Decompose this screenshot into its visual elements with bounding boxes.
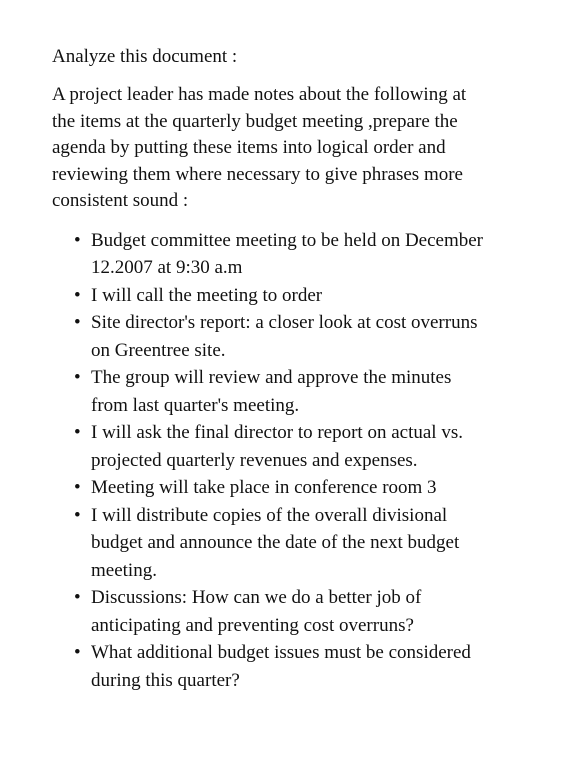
list-item-text: I will ask the final director to report on actual vs. projected quarterly revenues and expenses. xyxy=(91,422,463,471)
list-item xyxy=(74,309,552,364)
list-item-text: Meeting will take place in conference room 3 xyxy=(91,477,437,498)
list-item-text: Budget committee meeting to be held on December 12.2007 at 9:30 a.m xyxy=(91,229,484,278)
list-item xyxy=(74,227,552,282)
list-item-text: I will distribute copies of the overall divisional budget and announce the date of the next budget meeting. xyxy=(91,504,460,581)
document-page xyxy=(52,44,552,694)
list-item xyxy=(74,282,552,310)
bullet-icon: • xyxy=(74,504,81,526)
list-item-text: The group will review and approve the minutes from last quarter's meeting. xyxy=(91,367,452,416)
list-item xyxy=(74,639,552,694)
bullet-icon: • xyxy=(74,422,81,443)
list-item-text: Site director's report: a closer look at cost overruns on Greentree site. xyxy=(91,312,478,361)
list-item-text: What additional budget issues must be considered during this quarter? xyxy=(91,642,471,691)
agenda-item-list xyxy=(52,227,552,695)
bullet-icon: • xyxy=(74,587,81,608)
bullet-icon: • xyxy=(74,367,81,388)
bullet-icon: • xyxy=(74,312,81,333)
bullet-icon: • xyxy=(74,477,81,498)
list-item xyxy=(74,474,552,502)
list-item xyxy=(74,364,552,419)
list-item-text: Discussions: How can we do a better job of anticipating and preventing cost overruns? xyxy=(91,587,422,636)
document-heading: Analyze this document : xyxy=(52,46,238,67)
document-intro: A project leader has made notes about the following at the items at the quarterly budget meeting ,prepare the agenda by putting these items into logical order and reviewing them where necessary to give phrases more consistent sound : xyxy=(52,84,467,211)
bullet-icon: • xyxy=(74,229,81,251)
list-item xyxy=(74,419,552,474)
bullet-icon: • xyxy=(74,284,81,306)
list-item xyxy=(74,584,552,639)
bullet-icon: • xyxy=(74,642,81,663)
list-item xyxy=(74,502,552,585)
list-item-text: I will call the meeting to order xyxy=(91,284,323,306)
